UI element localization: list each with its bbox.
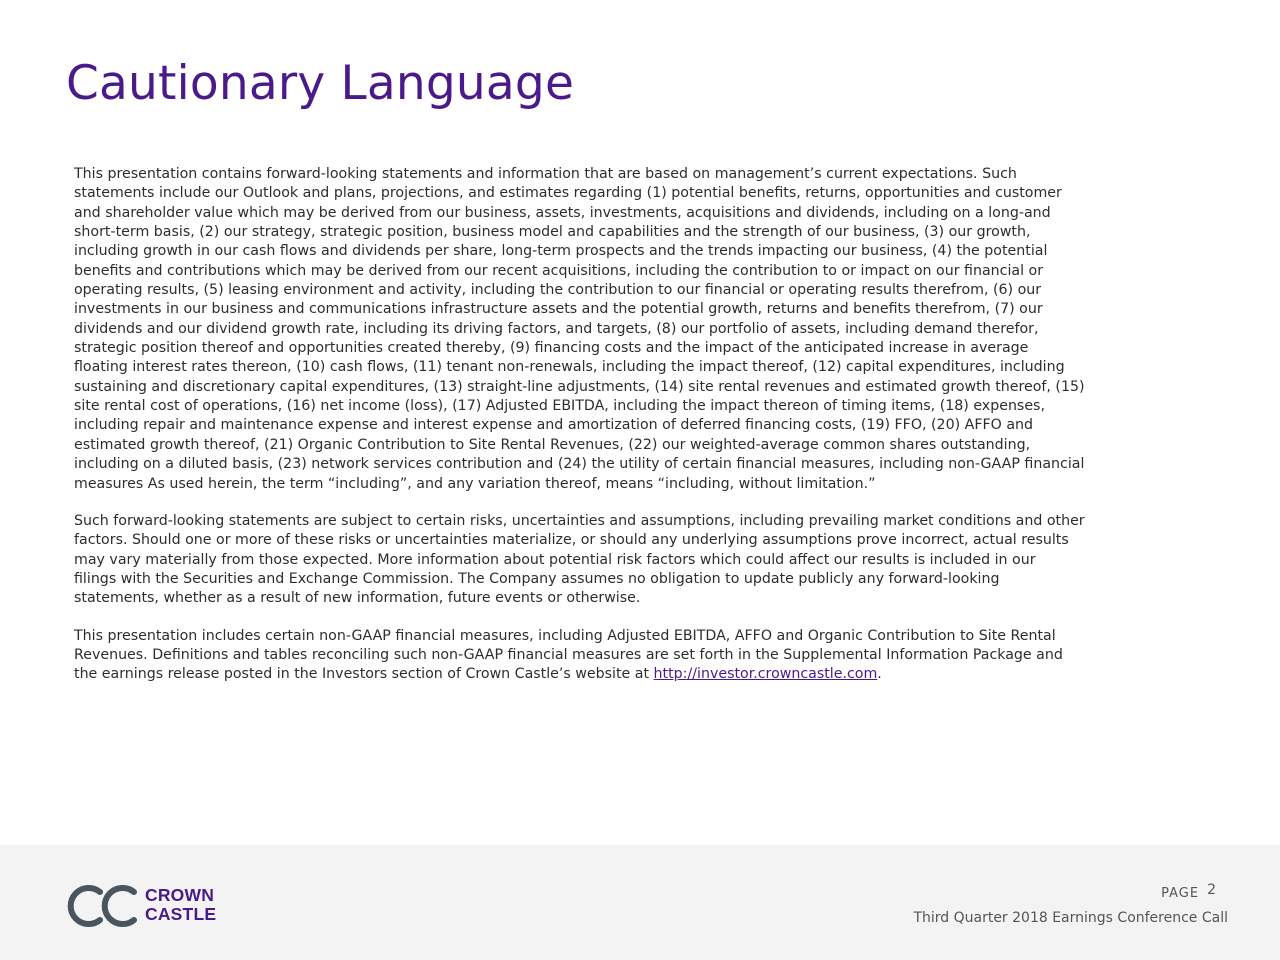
logo-word-castle: CASTLE [145,904,217,924]
crown-castle-logo [66,883,226,929]
text-line: measures As used herein, the term “including”, and any variation thereof, means “including, without limitation.” [74,475,876,492]
text-line: including on a diluted basis, (23) network services contribution and (24) the utility of certain financial measures, including non-GAAP financial [74,456,1085,473]
text-line: operating results, (5) leasing environment and activity, including the contribution to our financial or operating results therefrom, (6) our [74,282,1042,299]
event-name: Third Quarter 2018 Earnings Conference Call [913,910,1228,926]
logo-word-crown: CROWN [145,885,215,905]
footer-bar [0,845,1280,960]
page-number-value: 2 [1207,882,1216,898]
text-line: may vary materially from those expected. More information about potential risk factors which could affect our results is included in our [74,551,1036,568]
text-line: This presentation includes certain non-GAAP financial measures, including Adjusted EBITDA, AFFO and Organic Contribution to Site Rental [74,627,1056,644]
text-line: short-term basis, (2) our strategy, strategic position, business model and capabilities and the strength of our business, (3) our growth, [74,224,1031,241]
text-line: benefits and contributions which may be derived from our recent acquisitions, including the contribution to or impact on our financial or [74,262,1044,279]
paragraph-risks [74,512,1214,609]
text-line-with-link [74,665,1214,684]
text-line: sustaining and discretionary capital expenditures, (13) straight-line adjustments, (14) site rental revenues and estimated growth thereof, (15) [74,378,1085,395]
text-line: strategic position thereof and opportunities created thereby, (9) financing costs and the impact of the anticipated increase in average [74,340,1029,357]
link-suffix-text: . [877,666,882,683]
paragraph-non-gaap [74,627,1214,685]
paragraph-forward-looking [74,165,1214,494]
text-line: estimated growth thereof, (21) Organic Contribution to Site Rental Revenues, (22) our weighted-average common shares outstanding, [74,436,1031,453]
text-line: factors. Should one or more of these risks or uncertainties materialize, or should any underlying assumptions prove incorrect, actual results [74,532,1069,549]
text-line: filings with the Securities and Exchange Commission. The Company assumes no obligation to update publicly any forward-looking [74,570,1000,587]
text-line: including repair and maintenance expense and interest expense and amortization of deferred financing costs, (19) FFO, (20) AFFO and [74,417,1034,434]
text-line: investments in our business and communications infrastructure assets and the potential growth, returns and benefits therefrom, (7) our [74,301,1043,318]
crown-castle-logo-icon [66,883,142,929]
text-line: Such forward-looking statements are subject to certain risks, uncertainties and assumptions, including prevailing market conditions and other [74,512,1085,529]
page-label: PAGE [1161,886,1200,901]
text-line: including growth in our cash flows and dividends per share, long-term prospects and the trends impacting our business, (4) the potential [74,243,1048,260]
page-number [1161,882,1216,901]
investor-website-link[interactable]: http://investor.crowncastle.com [653,666,878,683]
slide-title: Cautionary Language [66,56,575,111]
text-line: and shareholder value which may be derived from our business, assets, investments, acquisitions and dividends, including on a long-and [74,204,1051,221]
text-line: floating interest rates thereon, (10) cash flows, (11) tenant non-renewals, including the impact thereof, (12) capital expenditures, including [74,359,1065,376]
text-line: dividends and our dividend growth rate, including its driving factors, and targets, (8) our portfolio of assets, including demand therefor, [74,320,1039,337]
body-text [74,165,1214,703]
text-line: This presentation contains forward-looking statements and information that are based on management’s current expectations. Such [74,166,1017,182]
text-line: site rental cost of operations, (16) net income (loss), (17) Adjusted EBITDA, including the impact thereon of timing items, (18) expenses, [74,398,1045,415]
link-prefix-text: the earnings release posted in the Investors section of Crown Castle’s website at [74,666,654,683]
text-line: Revenues. Definitions and tables reconciling such non-GAAP financial measures are set forth in the Supplemental Information Package and [74,646,1063,663]
text-line: statements, whether as a result of new information, future events or otherwise. [74,590,641,607]
text-line: statements include our Outlook and plans, projections, and estimates regarding (1) potential benefits, returns, opportunities and customer [74,185,1062,202]
